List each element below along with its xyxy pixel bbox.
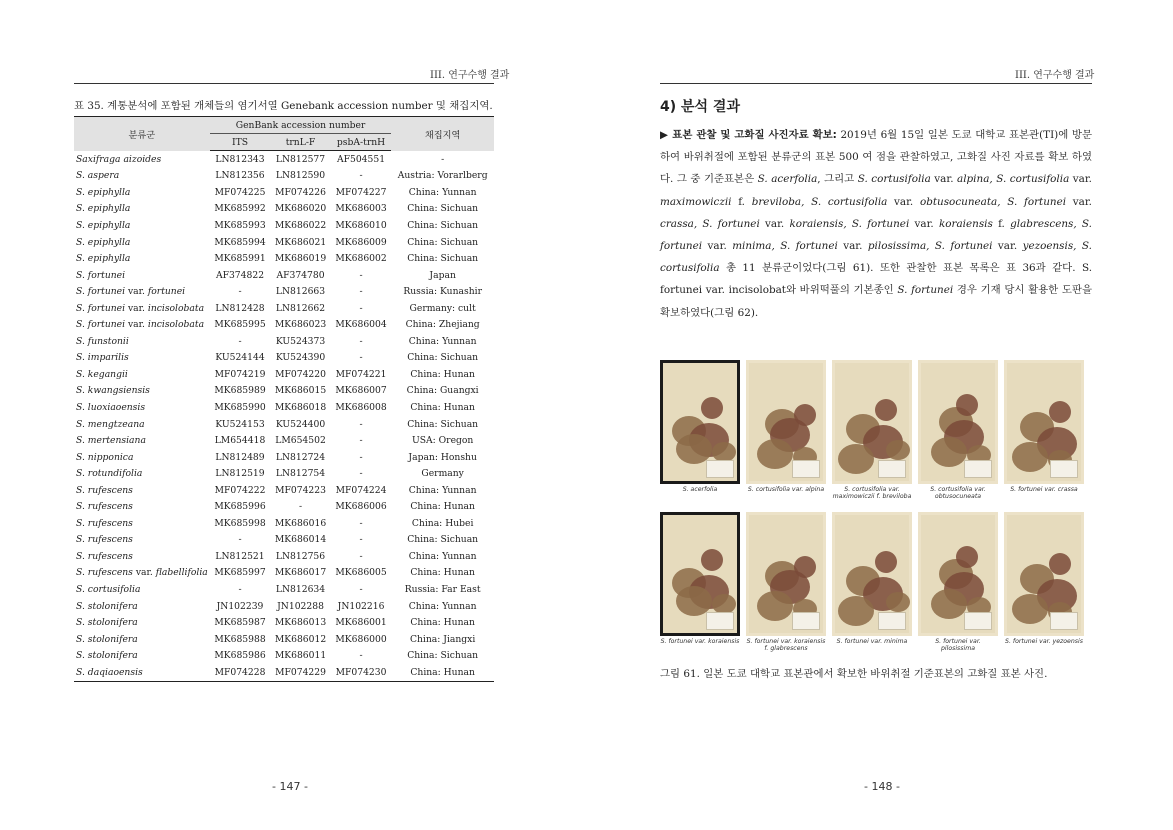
taxon-cell: S. daqiaoensis [74,664,210,681]
its-cell: - [238,583,242,595]
locality-cell: China: Sichuan [407,236,479,248]
specimen-caption: S. fortunei var. crassa [1010,486,1078,493]
section-heading: 4) 분석 결과 [660,99,740,115]
psba-cell: MK686006 [335,501,387,513]
its-cell: MF074225 [214,186,266,198]
trnl-cell: LN812662 [275,302,326,314]
locality-cell: China: Hubei [411,517,474,529]
taxon-cell: S. imparilis [76,352,129,364]
trnl-cell: KU524400 [275,418,326,430]
specimen-photo [660,360,740,484]
locality-cell: China: Yunnan [408,600,477,612]
taxon-cell: S. epiphylla [76,219,131,231]
psba-cell: MK686008 [335,401,387,413]
its-cell: MK685988 [214,633,266,645]
psba-cell: MK686004 [335,319,387,331]
header-rule [74,83,494,84]
its-cell: LN812343 [215,153,265,165]
its-cell: KU524153 [215,418,265,430]
trnl-cell: MK686023 [274,319,327,331]
table-row [74,283,494,300]
running-head: III. 연구수행 결과 [1015,70,1095,81]
psba-cell: - [359,534,363,546]
trnl-cell: AF374780 [276,269,325,281]
taxon-cell: S. rufescens [76,484,133,496]
psba-cell: - [359,418,363,430]
trnl-cell: MK686022 [274,219,327,231]
its-cell: AF374822 [215,269,265,281]
col-its: ITS [210,134,271,151]
its-cell: KU524144 [215,352,265,364]
table-row [74,217,494,234]
trnl-cell: MK686018 [274,401,327,413]
its-cell: LN812521 [215,550,265,562]
specimen-caption: S. cortusifolia var. maximowiczii f. breviloba [832,486,912,501]
specimen-photo [1004,360,1084,484]
specimen-caption: S. acerfolia [682,486,718,493]
its-cell: MK685989 [214,385,266,397]
table-row [74,267,494,284]
taxon-cell: S. fortunei var. incisolobata [76,302,205,314]
taxon-cell: S. rufescens [76,501,133,513]
genbank-table [74,116,494,682]
col-psba: psbA-trnH [331,134,392,151]
psba-cell: - [359,550,363,562]
psba-cell: - [359,269,363,281]
locality-cell: Japan [429,269,456,281]
taxon-cell: S. rufescens [76,517,133,529]
taxon-cell: S. funstonii [76,335,129,347]
specimen-photo [832,512,912,636]
psba-cell: JN102216 [337,600,385,612]
specimen-photo [746,512,826,636]
locality-cell: Germany: cult [409,302,476,314]
its-cell: - [238,534,242,546]
psba-cell: AF504551 [336,153,386,165]
psba-cell: MK686007 [335,385,387,397]
locality-cell: China: Sichuan [407,418,479,430]
page-number: - 147 - [272,780,308,793]
its-cell: MK685993 [214,219,266,231]
specimen-photo [918,512,998,636]
locality-cell: China: Jiangxi [409,633,476,645]
trnl-cell: LN812756 [275,550,326,562]
taxon-cell: S. luoxiaoensis [76,401,146,413]
its-cell: MK685995 [214,319,266,331]
specimen-plate [660,512,740,662]
specimen-caption: S. fortunei var. yezoensis [1005,638,1083,645]
table-row [74,416,494,433]
specimen-caption: S. fortunei var. minima [836,638,908,645]
specimen-plate [746,512,826,662]
table-row [74,366,494,383]
locality-cell: China: Yunnan [408,335,477,347]
specimen-plate [918,360,998,510]
psba-cell: - [359,650,363,662]
table-row [74,664,494,681]
locality-cell: China: Hunan [410,401,475,413]
its-cell: LN812489 [215,451,265,463]
psba-cell: - [359,286,363,298]
specimen-caption: S. fortunei var. koraiensis [660,638,740,645]
table-caption: 표 35. 계통분석에 포함된 개체들의 염기서열 Genebank accession number 및 채집지역. [74,100,493,112]
psba-cell: MK686002 [335,253,387,265]
taxon-cell: S. cortusifolia [76,583,141,595]
specimen-plate [1004,360,1084,510]
psba-cell: - [359,583,363,595]
locality-cell: China: Hunan [410,567,475,579]
taxon-cell: S. nipponica [76,451,134,463]
psba-cell: - [359,302,363,314]
table-row [74,614,494,631]
table-row [74,168,494,185]
specimen-figure [660,360,1084,662]
trnl-cell: KU524373 [275,335,326,347]
trnl-cell: - [298,501,303,513]
its-cell: MK685986 [214,650,266,662]
table-row [74,383,494,400]
taxon-cell: S. kwangsiensis [76,385,150,397]
trnl-cell: MK686016 [274,517,327,529]
its-cell: - [238,335,242,347]
taxon-cell: S. mengtzeana [76,418,145,430]
its-cell: LN812428 [215,302,265,314]
locality-cell: China: Guangxi [406,385,479,397]
taxon-cell: S. rufescens [76,534,133,546]
psba-cell: - [359,517,363,529]
psba-cell: MK686010 [335,219,387,231]
taxon-cell: S. rotundifolia [76,468,143,480]
psba-cell: - [359,170,363,182]
trnl-cell: MK686011 [274,650,327,662]
trnl-cell: MK686012 [274,633,327,645]
figure-caption: 그림 61. 일본 도쿄 대학교 표본관에서 확보한 바위취절 기준표본의 고화질 표본 사진. [660,668,1048,680]
specimen-caption: S. fortunei var. koraiensis f. glabrescens [746,638,826,653]
trnl-cell: LN812724 [275,451,326,463]
trnl-cell: MF074220 [275,368,326,380]
locality-cell: China: Sichuan [407,203,479,215]
table-row [74,631,494,648]
taxon-cell: S. stolonifera [76,600,138,612]
specimen-plate [660,360,740,510]
taxon-cell: S. epiphylla [76,203,131,215]
its-cell: MF074219 [214,368,266,380]
taxon-cell: S. stolonifera [76,633,138,645]
table-row [74,201,494,218]
specimen-plate [832,360,912,510]
locality-cell: Germany [421,468,464,480]
locality-cell: Russia: Kunashir [403,286,482,298]
psba-cell: - [359,352,363,364]
psba-cell: MF074221 [335,368,387,380]
trnl-cell: MF074223 [275,484,326,496]
locality-cell: China: Sichuan [407,352,479,364]
specimen-photo [1004,512,1084,636]
its-cell: JN102239 [216,600,264,612]
specimen-photo [660,512,740,636]
specimen-plate [832,512,912,662]
bullet-lead: ▶ 표본 관찰 및 고화질 사진자료 확보: [660,129,837,141]
taxon-cell: S. epiphylla [76,236,131,248]
specimen-plate [1004,512,1084,662]
its-cell: LM654418 [214,435,266,447]
trnl-cell: LN812663 [275,286,326,298]
trnl-cell: MF074226 [275,186,326,198]
taxon-cell: S. epiphylla [76,253,131,265]
specimen-photo [918,360,998,484]
table-row [74,532,494,549]
its-cell: - [238,286,242,298]
table-row [74,234,494,251]
trnl-cell: JN102288 [277,600,324,612]
table-row [74,548,494,565]
its-cell: MF074228 [210,664,271,681]
table-row [74,449,494,466]
taxon-cell: S. fortunei [76,269,126,281]
trnl-cell: KU524390 [275,352,326,364]
taxon-cell: S. aspera [76,170,120,182]
locality-cell: Austria: Vorarlberg [397,170,488,182]
its-cell: MK685998 [214,517,266,529]
specimen-caption: S. fortunei var. pilosissima [935,638,981,653]
taxon-cell: S. rufescens var. flabellifolia [76,567,208,579]
taxon-cell: Saxifraga aizoides [76,153,162,165]
header-rule [660,83,1092,84]
psba-cell: MF074230 [331,664,392,681]
table-row [74,300,494,317]
running-head: III. 연구수행 결과 [430,70,510,81]
trnl-cell: LN812634 [275,583,326,595]
table-row [74,482,494,499]
table-row [74,350,494,367]
table-row [74,581,494,598]
psba-cell: - [359,435,363,447]
psba-cell: MK686005 [335,567,387,579]
its-cell: MK685987 [214,617,266,629]
trnl-cell: MF074229 [270,664,331,681]
psba-cell: MK686003 [335,203,387,215]
taxon-cell: S. stolonifera [76,650,138,662]
table-row [74,465,494,482]
locality-cell: USA: Oregon [411,435,474,447]
specimen-plate [746,360,826,510]
locality-cell: China: Sichuan [407,253,479,265]
its-cell: MK685994 [214,236,266,248]
psba-cell: - [359,451,363,463]
table-row [74,498,494,515]
table-row [74,333,494,350]
specimen-caption: S. cortusifolia var. obtusocuneata [930,486,986,501]
locality-cell: China: Hunan [391,664,494,681]
locality-cell: Russia: Far East [404,583,481,595]
page-number: - 148 - [864,780,900,793]
psba-cell: MK686000 [335,633,387,645]
trnl-cell: MK686020 [274,203,327,215]
its-cell: MF074222 [214,484,266,496]
locality-cell: China: Hunan [410,501,475,513]
taxon-cell: S. fortunei var. incisolobata [76,319,205,331]
results-paragraph: ▶ 표본 관찰 및 고화질 사진자료 확보: 2019년 6월 15일 일본 도쿄 대학교 표본관(TI)에 방문하여 바위취절에 포함된 분류군의 표본 500 여 점을 관찰하였고, 고화질 사진 자료를 확보 하였다. 그 중 기준표본은 S. acerfolia, 그리고 S. cortusifolia var. alpina, S. cortusifolia var. maximowiczii f. breviloba, S. cortusifolia var. obtusocuneata, S. fortunei var. crassa, S. fortunei var. koraiensis, S. fortunei var. koraiensis f. glabrescens, S. fortunei var. minima, S. fortunei var. pilosissima, S. fortunei var. yezoensis, S. cortusifolia 총 11 분류군이었다(그림 61). 또한 관찰한 표본 목록은 표 36과 같다. S. fortunei var. incisolobat와 바위떡풀의 기본종인 S. fortunei 경우 기재 당시 활용한 도판을 확보하였다(그림 62). [660,129,1093,319]
its-cell: LN812356 [215,170,265,182]
its-cell: MK685997 [214,567,266,579]
col-trnl: trnL-F [270,134,331,151]
psba-cell: MK686009 [335,236,387,248]
trnl-cell: MK686014 [274,534,327,546]
trnl-cell: MK686013 [274,617,327,629]
trnl-cell: MK686015 [274,385,327,397]
col-locality: 채집지역 [391,117,494,151]
taxon-cell: S. epiphylla [76,186,131,198]
psba-cell: - [359,335,363,347]
locality-cell: China: Yunnan [408,484,477,496]
locality-cell: China: Sichuan [407,650,479,662]
table-row [74,184,494,201]
specimen-photo [746,360,826,484]
psba-cell: MK686001 [335,617,387,629]
table-row [74,250,494,267]
its-cell: MK685991 [214,253,266,265]
taxon-cell: S. fortunei var. fortunei [76,286,186,298]
table-row [74,647,494,664]
table-row [74,432,494,449]
trnl-cell: LN812590 [275,170,326,182]
specimen-plate [918,512,998,662]
table-row [74,598,494,615]
specimen-caption: S. cortusifolia var. alpina [747,486,825,493]
locality-cell: China: Zhejiang [405,319,480,331]
trnl-cell: LM654502 [275,435,326,447]
locality-cell: China: Hunan [410,617,475,629]
table-row [74,565,494,582]
locality-cell: China: Yunnan [408,186,477,198]
locality-cell: China: Hunan [410,368,475,380]
locality-cell: China: Sichuan [407,534,479,546]
trnl-cell: MK686021 [274,236,327,248]
psba-cell: MF074227 [335,186,387,198]
table-row [74,316,494,333]
locality-cell: - [441,153,445,165]
trnl-cell: LN812577 [275,153,326,165]
table-row [74,151,494,168]
specimen-photo [832,360,912,484]
psba-cell: - [359,468,363,480]
table-row [74,399,494,416]
table-row [74,515,494,532]
col-genbank: GenBank accession number [210,117,392,134]
taxon-cell: S. rufescens [76,550,133,562]
locality-cell: Japan: Honshu [408,451,477,463]
taxon-cell: S. kegangii [76,368,128,380]
locality-cell: China: Sichuan [407,219,479,231]
table-body [74,151,494,682]
its-cell: MK685996 [214,501,266,513]
col-taxon: 분류군 [74,117,210,151]
its-cell: MK685992 [214,203,266,215]
taxon-cell: S. mertensiana [76,435,146,447]
psba-cell: MF074224 [335,484,387,496]
its-cell: LN812519 [215,468,265,480]
taxon-cell: S. stolonifera [76,617,138,629]
specimen-row-1 [660,360,1084,510]
left-page [0,0,586,830]
trnl-cell: MK686019 [274,253,327,265]
locality-cell: China: Yunnan [408,550,477,562]
trnl-cell: MK686017 [274,567,327,579]
specimen-row-2 [660,512,1084,662]
trnl-cell: LN812754 [275,468,326,480]
its-cell: MK685990 [214,401,266,413]
